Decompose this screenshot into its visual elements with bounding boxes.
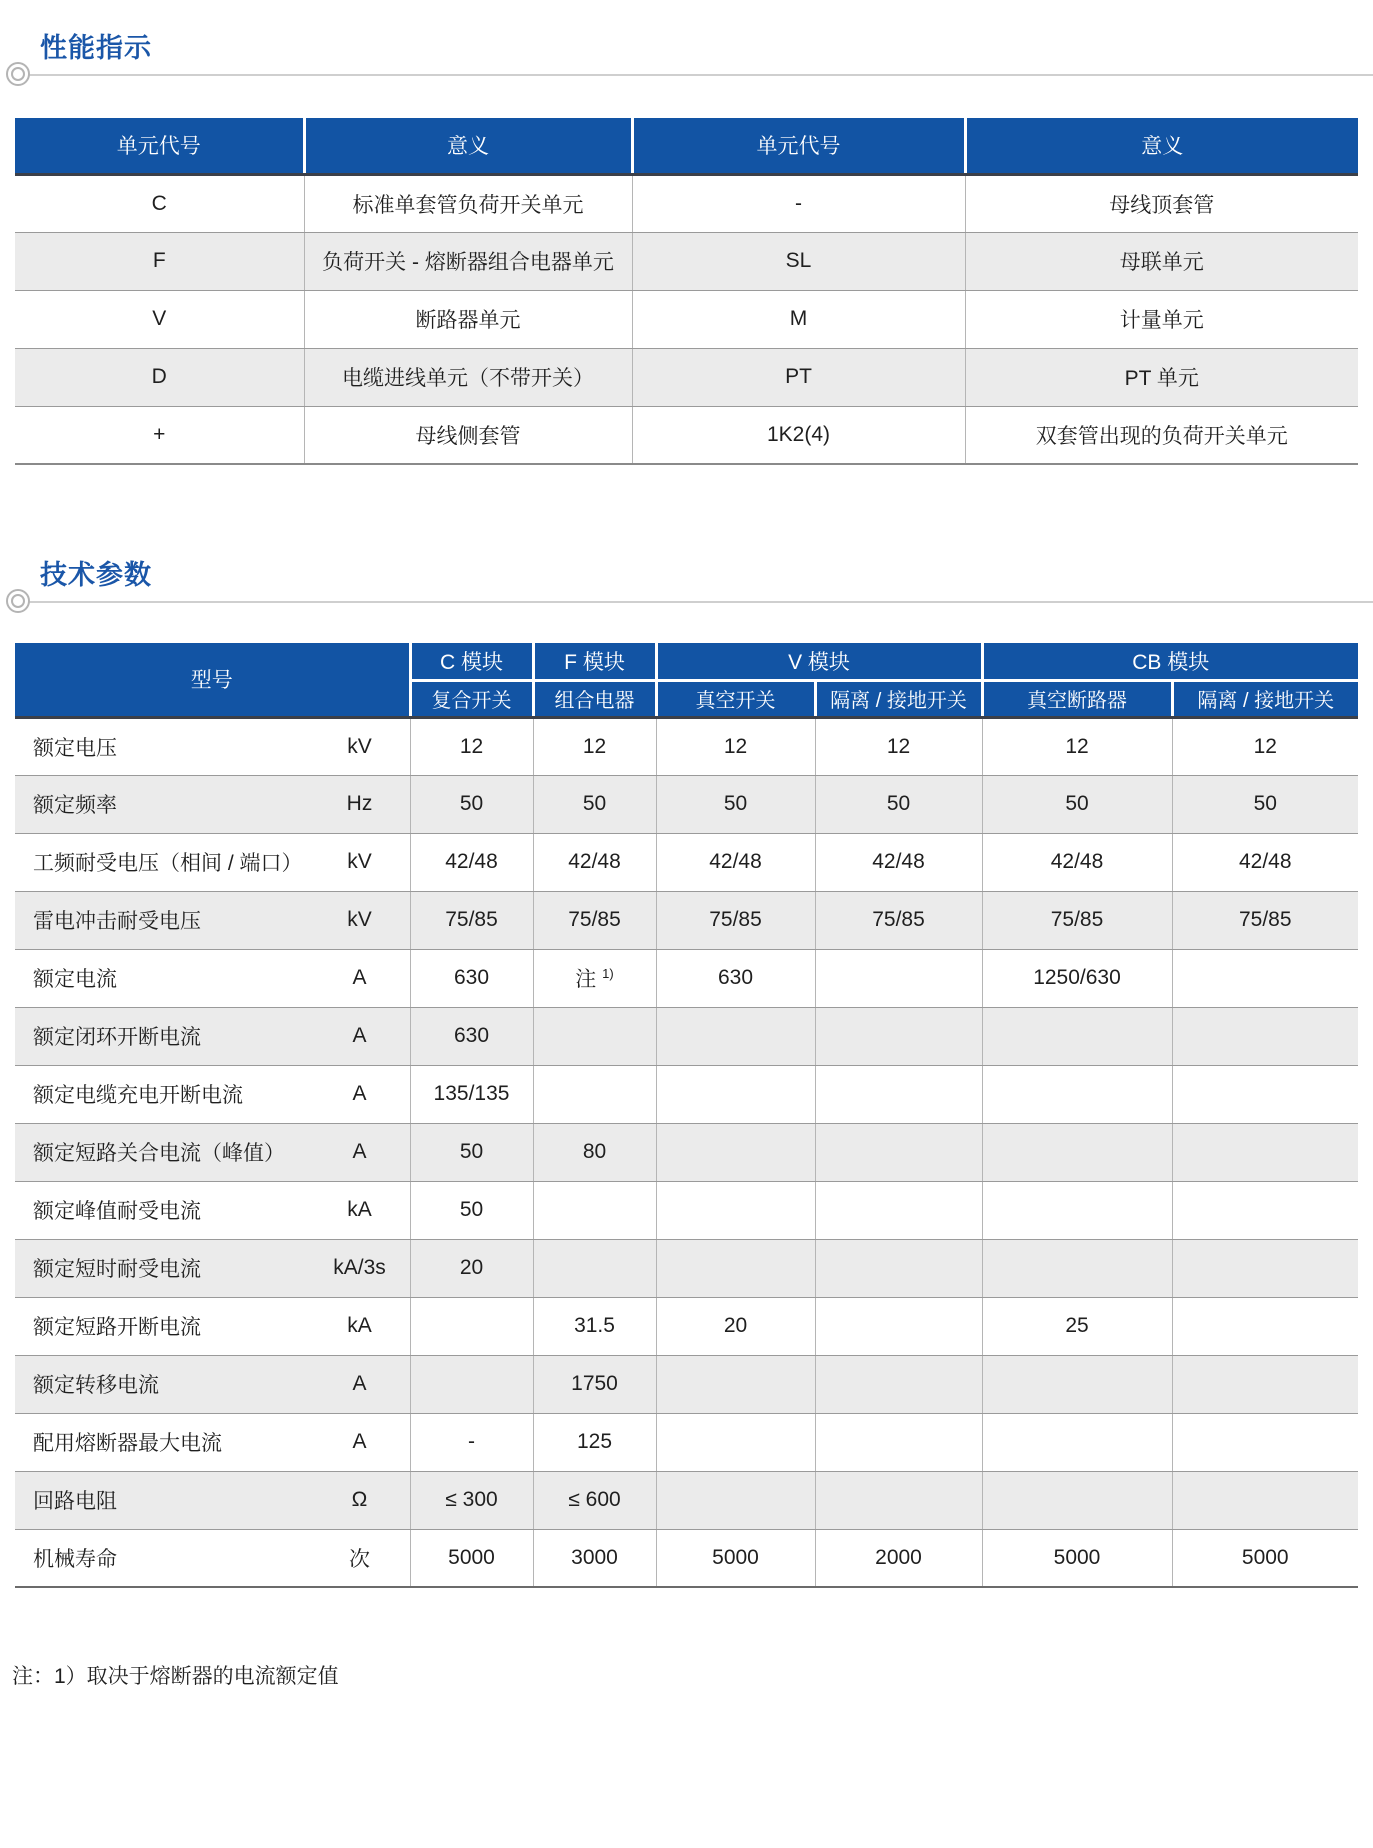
value-cell: 1750 [533, 1355, 656, 1413]
param-unit: Ω [351, 1488, 368, 1511]
param-cell-content [15, 1530, 410, 1587]
param-label: 额定短时耐受电流 [33, 1258, 201, 1281]
meaning-cell: 计量单元 [965, 290, 1358, 348]
param-unit: kV [347, 850, 372, 873]
performance-section-header [0, 0, 1373, 76]
module-subtype-header: 复合开关 [410, 680, 533, 717]
value-cell: 75/85 [1172, 891, 1358, 949]
table-row [15, 717, 1358, 775]
header-row [15, 118, 1358, 174]
table-row [15, 1239, 1358, 1297]
module-subtype-header: 真空断路器 [982, 680, 1172, 717]
value-cell: 12 [656, 717, 815, 775]
value-cell: 50 [410, 1181, 533, 1239]
section-divider-line [22, 74, 1373, 76]
value-cell [815, 1239, 982, 1297]
value-cell: 42/48 [533, 833, 656, 891]
value-cell [1172, 1355, 1358, 1413]
param-cell-content [15, 1414, 410, 1471]
param-label: 额定峰值耐受电流 [33, 1200, 201, 1223]
value-cell [815, 949, 982, 1007]
value-cell: 42/48 [982, 833, 1172, 891]
value-cell: 50 [1172, 775, 1358, 833]
param-label: 回路电阻 [33, 1490, 117, 1513]
value-cell [533, 1065, 656, 1123]
meaning-cell: 双套管出现的负荷开关单元 [965, 406, 1358, 464]
value-cell [815, 1123, 982, 1181]
unit-code-cell: 1K2(4) [632, 406, 965, 464]
value-cell [656, 1471, 815, 1529]
table-row [15, 891, 1358, 949]
value-cell [1172, 1239, 1358, 1297]
module-subtype-header: 组合电器 [533, 680, 656, 717]
param-cell [15, 717, 410, 775]
meaning-cell: 断路器单元 [304, 290, 632, 348]
param-unit: kA/3s [333, 1256, 386, 1279]
param-cell-content [15, 1124, 410, 1181]
table-row [15, 1355, 1358, 1413]
value-cell: 12 [410, 717, 533, 775]
param-label: 雷电冲击耐受电压 [33, 910, 201, 933]
param-cell [15, 1181, 410, 1239]
value-cell: 75/85 [410, 891, 533, 949]
value-cell [656, 1065, 815, 1123]
param-cell [15, 1239, 410, 1297]
module-subtype-header: 隔离 / 接地开关 [815, 680, 982, 717]
column-header: 单元代号 [15, 118, 304, 174]
param-cell-content [15, 834, 410, 891]
param-cell-content [15, 776, 410, 833]
module-group-header: C 模块 [410, 643, 533, 680]
technical-section-header [0, 465, 1373, 603]
footnote: 注：1）取决于熔断器的电流额定值 [12, 1665, 339, 1688]
value-cell [982, 1355, 1172, 1413]
param-unit: A [352, 1372, 367, 1395]
param-unit: A [352, 1082, 367, 1105]
value-cell [982, 1239, 1172, 1297]
unit-code-table [15, 118, 1358, 465]
model-header: 型号 [15, 643, 410, 717]
value-cell [410, 1297, 533, 1355]
unit-code-cell: V [15, 290, 304, 348]
ring-icon [6, 589, 30, 613]
value-cell: 75/85 [656, 891, 815, 949]
param-label: 机械寿命 [33, 1547, 117, 1571]
param-cell-content [15, 719, 410, 775]
value-cell [982, 1123, 1172, 1181]
value-cell: 125 [533, 1413, 656, 1471]
value-cell [533, 1181, 656, 1239]
value-cell [656, 1181, 815, 1239]
value-cell [1172, 1471, 1358, 1529]
meaning-cell: 母线侧套管 [304, 406, 632, 464]
table-row [15, 833, 1358, 891]
module-group-header: V 模块 [656, 643, 982, 680]
param-unit: A [352, 1024, 367, 1047]
unit-code-cell: + [15, 406, 304, 464]
value-cell [982, 1007, 1172, 1065]
value-cell: 42/48 [1172, 833, 1358, 891]
value-cell [982, 1181, 1172, 1239]
param-cell [15, 1297, 410, 1355]
param-cell [15, 1471, 410, 1529]
value-cell: 31.5 [533, 1297, 656, 1355]
unit-code-cell: - [632, 174, 965, 232]
value-cell [815, 1007, 982, 1065]
value-cell [533, 1007, 656, 1065]
param-unit: A [352, 966, 367, 989]
unit-code-cell: SL [632, 232, 965, 290]
value-cell: 5000 [656, 1529, 815, 1587]
table-row [15, 290, 1358, 348]
value-cell: 42/48 [410, 833, 533, 891]
value-cell [815, 1297, 982, 1355]
param-cell-content [15, 1472, 410, 1529]
value-cell: 20 [656, 1297, 815, 1355]
table-row [15, 1007, 1358, 1065]
meaning-cell: 母联单元 [965, 232, 1358, 290]
value-cell: 3000 [533, 1529, 656, 1587]
meaning-cell: PT 单元 [965, 348, 1358, 406]
meaning-cell: 母线顶套管 [965, 174, 1358, 232]
param-cell-content [15, 1066, 410, 1123]
param-cell [15, 1529, 410, 1587]
param-cell [15, 1355, 410, 1413]
param-label: 额定频率 [33, 794, 117, 817]
module-group-header: F 模块 [533, 643, 656, 680]
value-cell: 50 [656, 775, 815, 833]
param-cell [15, 949, 410, 1007]
tech-params-table [15, 643, 1358, 1588]
value-cell: 5000 [1172, 1529, 1358, 1587]
table-row [15, 1471, 1358, 1529]
value-cell: 20 [410, 1239, 533, 1297]
value-cell [533, 1239, 656, 1297]
param-cell-content [15, 1240, 410, 1297]
module-subtype-header: 真空开关 [656, 680, 815, 717]
value-cell: - [410, 1413, 533, 1471]
meaning-cell: 电缆进线单元（不带开关） [304, 348, 632, 406]
param-label: 额定短路开断电流 [33, 1316, 201, 1339]
section-title-technical: 技术参数 [40, 560, 152, 590]
value-cell: ≤ 300 [410, 1471, 533, 1529]
value-cell [410, 1355, 533, 1413]
table-row [15, 1529, 1358, 1587]
value-cell [656, 1413, 815, 1471]
value-cell: 630 [410, 1007, 533, 1065]
value-cell [1172, 1007, 1358, 1065]
value-cell: 42/48 [656, 833, 815, 891]
value-cell: 1250/630 [982, 949, 1172, 1007]
value-cell [1172, 1297, 1358, 1355]
value-cell [1172, 1065, 1358, 1123]
param-unit: kV [347, 908, 372, 931]
param-cell [15, 1123, 410, 1181]
param-label: 额定短路关合电流（峰值） [33, 1142, 285, 1165]
value-cell [1172, 949, 1358, 1007]
meaning-cell: 负荷开关 - 熔断器组合电器单元 [304, 232, 632, 290]
value-cell: 50 [815, 775, 982, 833]
table-row [15, 348, 1358, 406]
value-cell: 50 [410, 1123, 533, 1181]
value-cell: 12 [815, 717, 982, 775]
param-cell-content [15, 1182, 410, 1239]
param-cell-content [15, 892, 410, 949]
column-header: 意义 [965, 118, 1358, 174]
param-cell-content [15, 950, 410, 1007]
value-cell: ≤ 600 [533, 1471, 656, 1529]
param-unit: kA [347, 1198, 372, 1221]
param-cell-content [15, 1008, 410, 1065]
value-cell [982, 1471, 1172, 1529]
unit-code-cell: C [15, 174, 304, 232]
value-cell: 75/85 [815, 891, 982, 949]
column-header: 意义 [304, 118, 632, 174]
table-row [15, 174, 1358, 232]
param-label: 配用熔断器最大电流 [33, 1432, 222, 1455]
value-cell: 80 [533, 1123, 656, 1181]
module-subtype-header: 隔离 / 接地开关 [1172, 680, 1358, 717]
param-cell-content [15, 1298, 410, 1355]
section-divider-line [22, 601, 1373, 603]
header-row-groups [15, 643, 1358, 680]
table-row [15, 232, 1358, 290]
table-row [15, 949, 1358, 1007]
value-cell: 12 [1172, 717, 1358, 775]
param-cell [15, 833, 410, 891]
unit-code-cell: D [15, 348, 304, 406]
module-group-header: CB 模块 [982, 643, 1358, 680]
value-cell: 5000 [982, 1529, 1172, 1587]
value-cell: 2000 [815, 1529, 982, 1587]
param-label: 额定电压 [33, 736, 117, 760]
param-unit: A [352, 1430, 367, 1453]
param-cell-content [15, 1356, 410, 1413]
table-row [15, 1123, 1358, 1181]
param-unit: kV [347, 734, 372, 758]
table-row [15, 1065, 1358, 1123]
value-cell: 12 [533, 717, 656, 775]
param-cell [15, 1007, 410, 1065]
column-header: 单元代号 [632, 118, 965, 174]
value-cell: 630 [656, 949, 815, 1007]
param-cell [15, 891, 410, 949]
value-cell [815, 1471, 982, 1529]
table-row [15, 1413, 1358, 1471]
value-cell [656, 1123, 815, 1181]
table-row [15, 1297, 1358, 1355]
value-cell [656, 1007, 815, 1065]
value-cell: 135/135 [410, 1065, 533, 1123]
value-cell [1172, 1413, 1358, 1471]
value-cell: 50 [533, 775, 656, 833]
param-label: 工频耐受电压（相间 / 端口） [33, 852, 303, 875]
param-cell [15, 775, 410, 833]
value-cell: 50 [410, 775, 533, 833]
value-cell: 12 [982, 717, 1172, 775]
value-cell [815, 1181, 982, 1239]
param-label: 额定转移电流 [33, 1374, 159, 1397]
ring-icon [6, 62, 30, 86]
meaning-cell: 标准单套管负荷开关单元 [304, 174, 632, 232]
table-row [15, 775, 1358, 833]
unit-code-cell: F [15, 232, 304, 290]
value-cell [1172, 1123, 1358, 1181]
value-cell [982, 1413, 1172, 1471]
unit-code-cell: M [632, 290, 965, 348]
value-cell: 注 $^{1)}$ [533, 949, 656, 1007]
footnote-ref: 1) [602, 966, 614, 981]
param-cell [15, 1413, 410, 1471]
value-cell: 25 [982, 1297, 1172, 1355]
param-unit: A [352, 1140, 367, 1163]
unit-code-cell: PT [632, 348, 965, 406]
param-unit: 次 [349, 1547, 370, 1571]
param-label: 额定电缆充电开断电流 [33, 1084, 243, 1107]
value-cell [656, 1355, 815, 1413]
table-row [15, 1181, 1358, 1239]
value-cell [815, 1065, 982, 1123]
value-cell: 75/85 [982, 891, 1172, 949]
value-cell [982, 1065, 1172, 1123]
param-cell [15, 1065, 410, 1123]
param-unit: Hz [346, 792, 373, 815]
param-label: 额定电流 [33, 968, 117, 991]
table-row [15, 406, 1358, 464]
value-cell: 630 [410, 949, 533, 1007]
value-cell: 75/85 [533, 891, 656, 949]
value-cell [1172, 1181, 1358, 1239]
value-cell [815, 1355, 982, 1413]
value-cell: 50 [982, 775, 1172, 833]
param-unit: kA [347, 1314, 372, 1337]
param-label: 额定闭环开断电流 [33, 1026, 201, 1049]
value-cell: 5000 [410, 1529, 533, 1587]
value-cell: 42/48 [815, 833, 982, 891]
value-cell [815, 1413, 982, 1471]
section-title-performance: 性能指示 [40, 33, 152, 63]
value-cell [656, 1239, 815, 1297]
